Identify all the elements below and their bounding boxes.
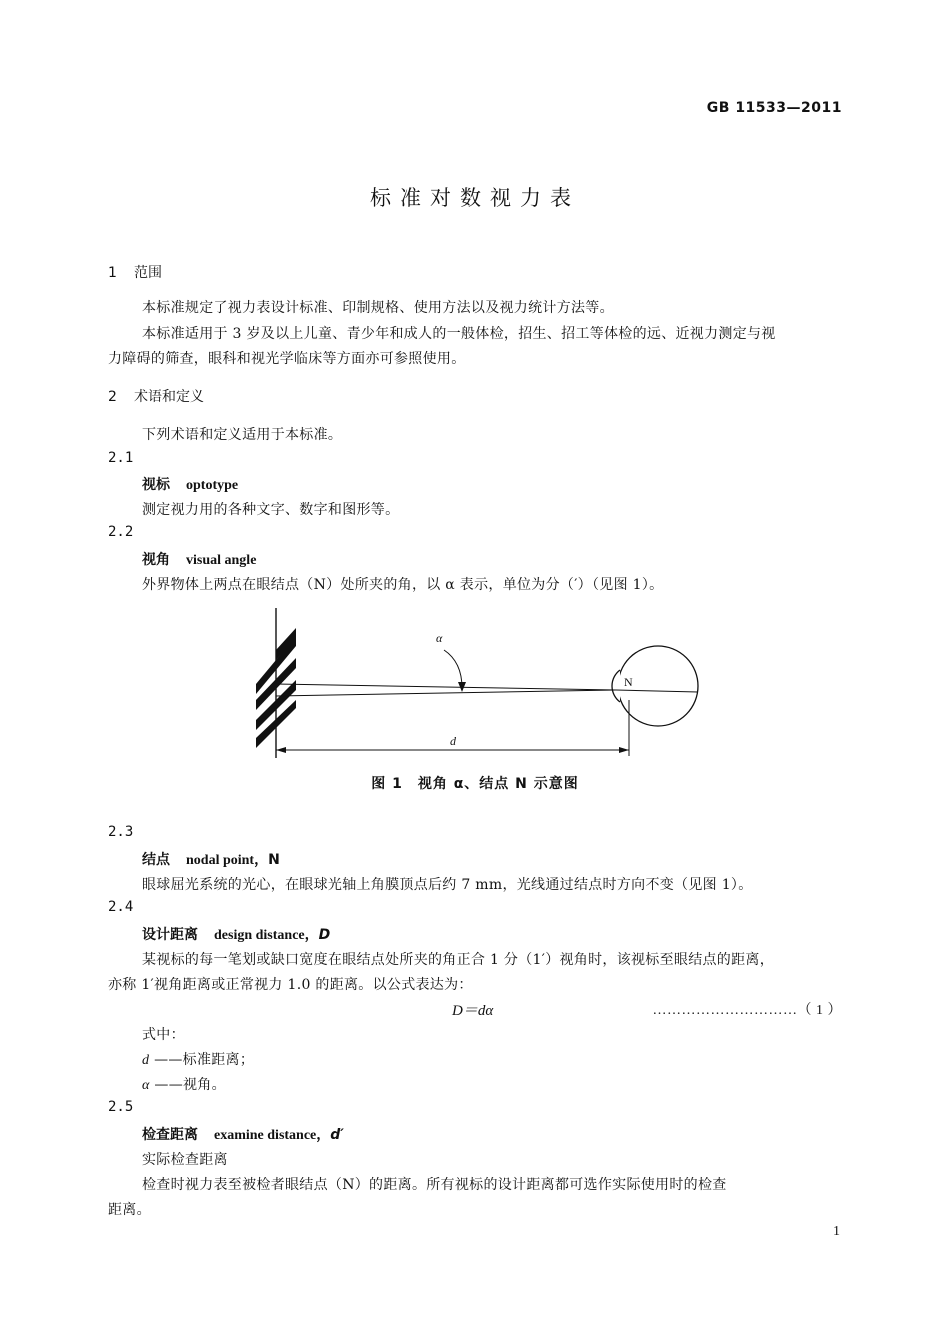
- label-nodal-point: N: [624, 675, 633, 689]
- term-2-4-en: design distance，: [214, 928, 319, 943]
- label-distance: d: [450, 734, 456, 748]
- term-2-1-cn: 视标: [142, 477, 170, 493]
- term-2-1-number: 2.1: [108, 450, 134, 466]
- term-2-5-en: examine distance，: [214, 1128, 331, 1143]
- section-1-title: 范围: [134, 265, 162, 281]
- term-2-4-definition-line-1: 某视标的每一笔划或缺口宽度在眼结点处所夹的角正合 1 分（1′）视角时，该视标至眼结点的距离，: [142, 952, 774, 968]
- document-title: 标准对数视力表: [370, 186, 580, 210]
- term-2-2-definition: 外界物体上两点在眼结点（N）处所夹的角，以 α 表示，单位为分（′）（见图 1）。: [142, 577, 664, 593]
- term-2-3-en: nodal point，: [186, 853, 269, 868]
- label-alpha: α: [436, 631, 443, 645]
- section-2-intro: 下列术语和定义适用于本标准。: [142, 427, 343, 443]
- term-2-2-number: 2.2: [108, 524, 134, 540]
- section-1-paragraph-2-line-1: 本标准适用于 3 岁及以上儿童、青少年和成人的一般体检，招生、招工等体检的远、近视力测定与视: [142, 326, 776, 342]
- where-item-alpha-var: α: [142, 1078, 150, 1093]
- where-item-d-desc: ——标准距离；: [149, 1052, 255, 1068]
- page-number: 1: [833, 1224, 840, 1239]
- where-item-alpha-desc: ——视角。: [149, 1077, 226, 1093]
- standard-code: GB 11533—2011: [706, 100, 842, 116]
- section-1-paragraph-2-line-2: 力障碍的筛查，眼科和视光学临床等方面亦可参照使用。: [108, 351, 466, 367]
- where-item-d: [142, 1049, 254, 1069]
- term-2-5-number: 2.5: [108, 1099, 134, 1115]
- ray-upper: [276, 684, 616, 690]
- section-1-paragraph-1: 本标准规定了视力表设计标准、印制规格、使用方法以及视力统计方法等。: [142, 300, 614, 316]
- term-2-5-definition-line-2: 距离。: [108, 1202, 151, 1218]
- distance-arrow-right-icon: [619, 747, 629, 753]
- section-2-title: 术语和定义: [134, 389, 204, 405]
- term-2-2-cn: 视角: [142, 552, 170, 568]
- term-2-5-alt-term: 实际检查距离: [142, 1152, 228, 1168]
- term-2-3-heading: [142, 849, 280, 869]
- term-2-5-heading: [142, 1124, 344, 1144]
- term-2-2-heading: [142, 549, 256, 569]
- term-2-5-cn: 检查距离: [142, 1127, 198, 1143]
- term-2-4-number: 2.4: [108, 899, 134, 915]
- term-2-2-en: visual angle: [186, 553, 257, 568]
- section-2-heading: [108, 386, 204, 406]
- formula-1-number: …………………………（ 1 ）: [652, 1003, 842, 1018]
- where-label: 式中：: [142, 1027, 185, 1043]
- term-2-3-definition: 眼球屈光系统的光心，在眼球光轴上角膜顶点后约 7 mm，光线通过结点时方向不变（见图 1）。: [142, 877, 753, 893]
- term-2-4-cn: 设计距离: [142, 927, 198, 943]
- section-2-number: 2: [108, 389, 117, 405]
- term-2-3-cn: 结点: [142, 852, 170, 868]
- distance-arrow-left-icon: [276, 747, 286, 753]
- term-2-5-definition-line-1: 检查时视力表至被检者眼结点（N）的距离。所有视标的设计距离都可选作实际使用时的检查: [142, 1177, 727, 1193]
- optical-axis-line: [616, 690, 698, 692]
- formula-1: D＝dα: [452, 1003, 494, 1019]
- term-2-1-definition: 测定视力用的各种文字、数字和图形等。: [142, 502, 400, 518]
- figure-1-caption: 图 1 视角 α、结点 N 示意图: [371, 776, 579, 792]
- term-2-4-definition-line-2: 亦称 1′视角距离或正常视力 1.0 的距离。以公式表达为：: [108, 977, 473, 993]
- term-2-1-heading: [142, 474, 238, 494]
- term-2-4-symbol: D: [318, 927, 331, 943]
- section-1-heading: [108, 262, 162, 282]
- section-1-number: 1: [108, 265, 117, 281]
- term-2-1-en: optotype: [186, 478, 239, 493]
- term-2-3-symbol: N: [268, 852, 280, 868]
- term-2-4-heading: [142, 924, 330, 944]
- where-item-d-var: d: [142, 1053, 150, 1068]
- figure-1-diagram: [240, 600, 720, 770]
- ray-lower: [276, 690, 616, 696]
- term-2-3-number: 2.3: [108, 824, 134, 840]
- term-2-5-symbol: d′: [330, 1127, 344, 1143]
- where-item-alpha: [142, 1074, 226, 1094]
